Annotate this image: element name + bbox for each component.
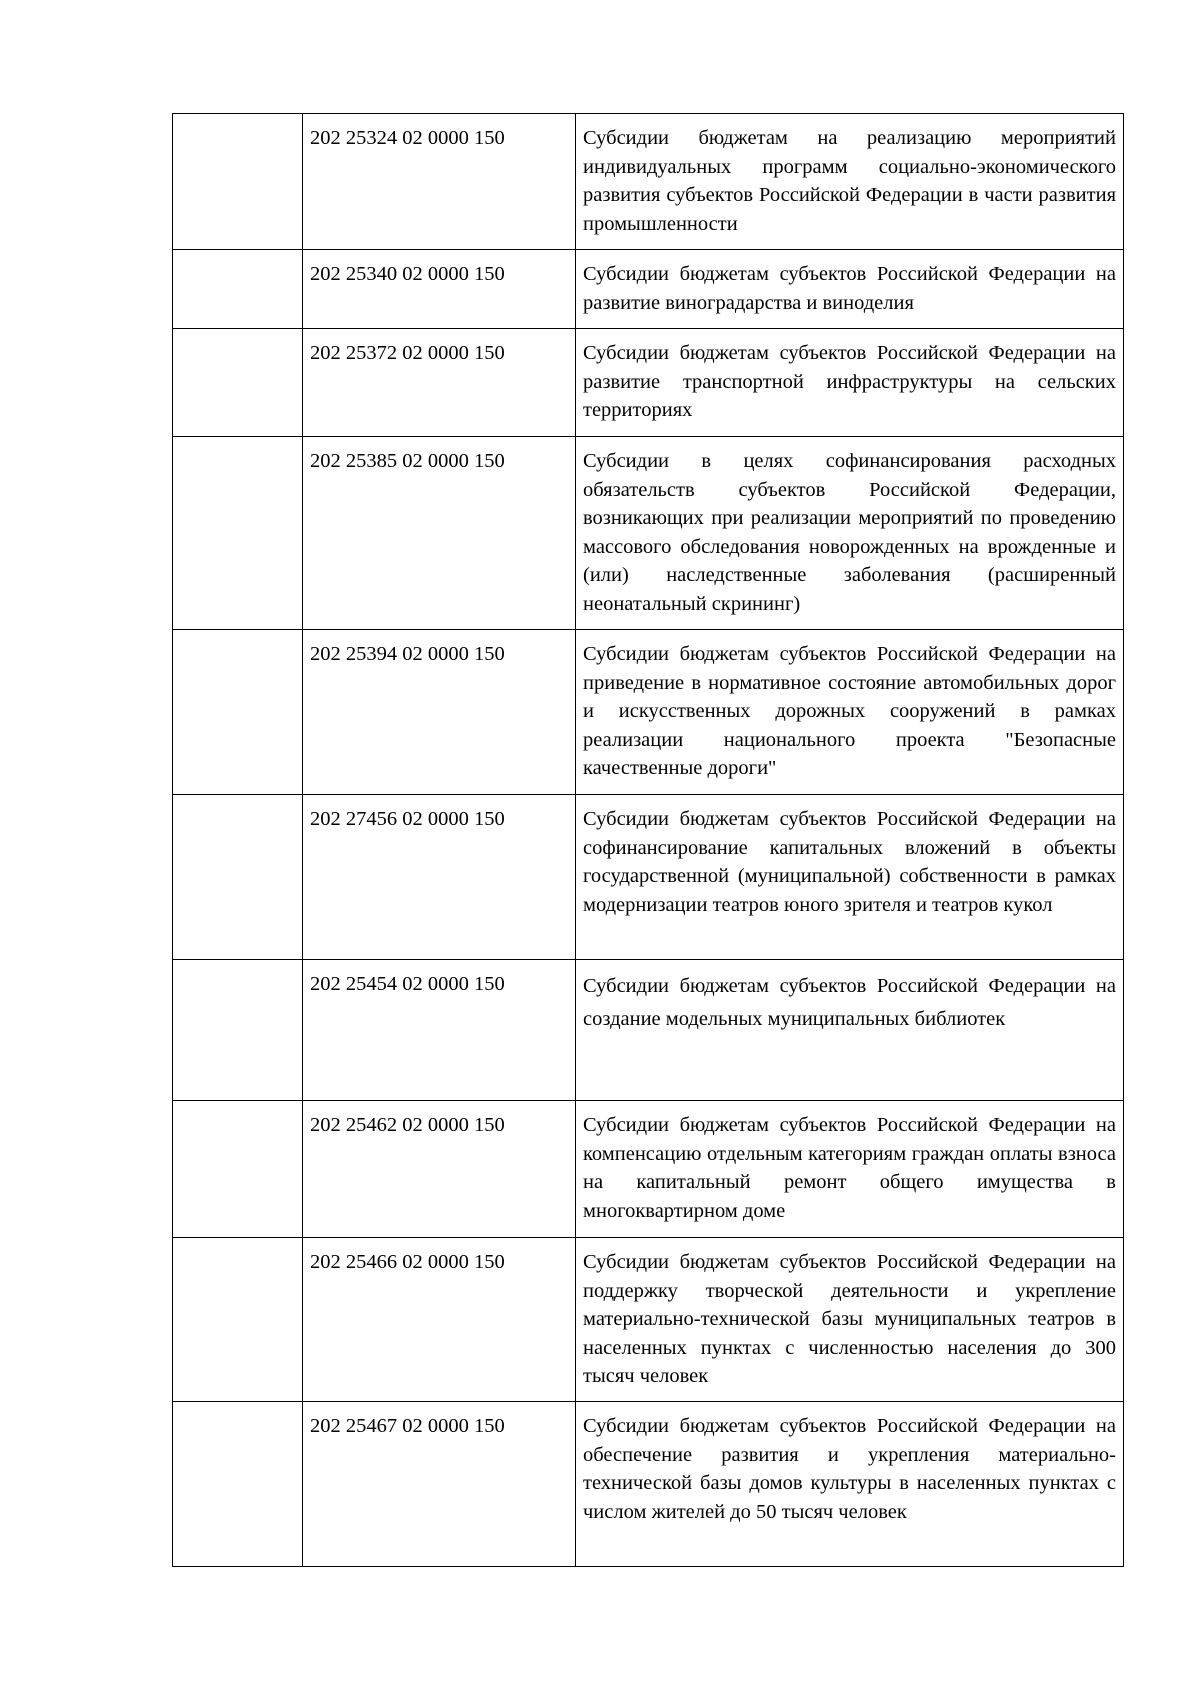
table-row: [173, 329, 1124, 437]
budget-code-cell: 202 25394 02 0000 150: [303, 630, 576, 795]
empty-cell: [173, 1101, 303, 1238]
empty-cell: [173, 250, 303, 329]
budget-code-cell: 202 25340 02 0000 150: [303, 250, 576, 329]
table-row: [173, 630, 1124, 795]
empty-cell: [173, 1402, 303, 1567]
empty-cell: [173, 114, 303, 250]
empty-cell: [173, 1238, 303, 1402]
description-cell: Субсидии бюджетам субъектов Российской Федерации на софинансирование капитальных вложений в объекты государственной (муниципальной) собственности в рамках модернизации театров юного зрителя и театров кукол: [576, 795, 1124, 960]
budget-code-cell: 202 25385 02 0000 150: [303, 437, 576, 630]
table-row: [173, 250, 1124, 329]
table-row: [173, 1238, 1124, 1402]
budget-code-cell: 202 25466 02 0000 150: [303, 1238, 576, 1402]
budget-code-cell: 202 27456 02 0000 150: [303, 795, 576, 960]
budget-codes-table: [172, 113, 1124, 1567]
description-cell: Субсидии бюджетам субъектов Российской Федерации на развитие транспортной инфраструктуры на сельских территориях: [576, 329, 1124, 437]
empty-cell: [173, 437, 303, 630]
budget-code-cell: 202 25324 02 0000 150: [303, 114, 576, 250]
budget-code-cell: 202 25372 02 0000 150: [303, 329, 576, 437]
table-row: [173, 114, 1124, 250]
table-row: [173, 437, 1124, 630]
table-row: [173, 795, 1124, 960]
description-cell: Субсидии бюджетам субъектов Российской Федерации на приведение в нормативное состояние автомобильных дорог и искусственных дорожных сооружений в рамках реализации национального проекта "Безопасные качественные дороги": [576, 630, 1124, 795]
table-row: [173, 1101, 1124, 1238]
budget-code-cell: 202 25467 02 0000 150: [303, 1402, 576, 1567]
budget-code-cell: 202 25462 02 0000 150: [303, 1101, 576, 1238]
description-cell: Субсидии бюджетам субъектов Российской Федерации на обеспечение развития и укрепления материально-технической базы домов культуры в населенных пунктах с числом жителей до 50 тысяч человек: [576, 1402, 1124, 1567]
empty-cell: [173, 329, 303, 437]
empty-cell: [173, 795, 303, 960]
description-cell: Субсидии бюджетам на реализацию мероприятий индивидуальных программ социально-экономического развития субъектов Российской Федерации в части развития промышленности: [576, 114, 1124, 250]
budget-code-cell: 202 25454 02 0000 150: [303, 960, 576, 1101]
empty-cell: [173, 630, 303, 795]
description-cell: Субсидии бюджетам субъектов Российской Федерации на развитие виноградарства и виноделия: [576, 250, 1124, 329]
description-cell: Субсидии бюджетам субъектов Российской Федерации на создание модельных муниципальных библиотек: [576, 960, 1124, 1101]
description-cell: Субсидии в целях софинансирования расходных обязательств субъектов Российской Федерации, возникающих при реализации мероприятий по проведению массового обследования новорожденных на врожденные и (или) наследственные заболевания (расширенный неонатальный скрининг): [576, 437, 1124, 630]
description-cell: Субсидии бюджетам субъектов Российской Федерации на компенсацию отдельным категориям граждан оплаты взноса на капитальный ремонт общего имущества в многоквартирном доме: [576, 1101, 1124, 1238]
empty-cell: [173, 960, 303, 1101]
description-cell: Субсидии бюджетам субъектов Российской Федерации на поддержку творческой деятельности и укрепление материально-технической базы муниципальных театров в населенных пунктах с численностью населения до 300 тысяч человек: [576, 1238, 1124, 1402]
table-row: [173, 1402, 1124, 1567]
table-row: [173, 960, 1124, 1101]
